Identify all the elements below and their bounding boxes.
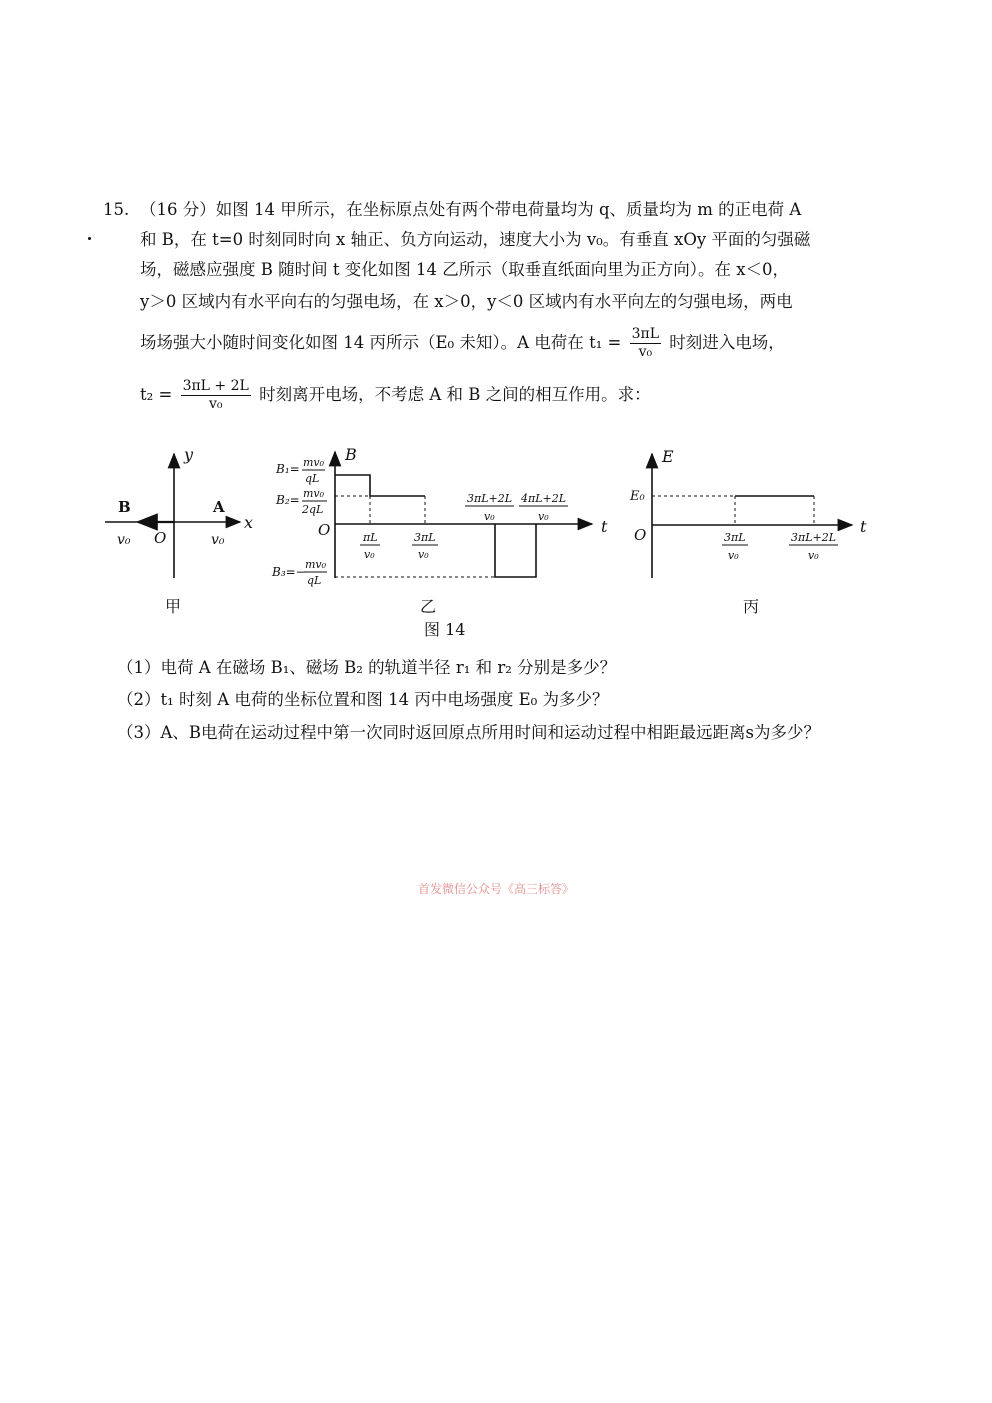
t2-denominator: v₀	[208, 396, 223, 412]
yi-b3-den: qL	[307, 574, 322, 587]
jia-velocity-right: v₀	[211, 532, 225, 548]
yi-tick3-num: 3πL+2L	[467, 492, 513, 505]
jia-origin: O	[154, 529, 167, 547]
t1-fraction	[630, 326, 661, 361]
yi-b2-num: mv₀	[303, 487, 325, 500]
yi-tick4-num: 4πL+2L	[521, 492, 567, 505]
yi-b3-num: mv₀	[305, 558, 327, 571]
yi-tick1-den: v₀	[364, 548, 375, 561]
t1-denominator: v₀	[638, 344, 653, 360]
jia-charge-a: A	[213, 498, 225, 516]
figure-bing	[629, 447, 867, 616]
bing-e0-label: E₀	[630, 489, 645, 504]
yi-tick1-num: πL	[363, 531, 378, 544]
question-3: （3）A、B电荷在运动过程中第一次同时返回原点所用时间和运动过程中相距最远距离s为多少？	[117, 723, 821, 742]
figure-yi	[271, 445, 608, 616]
t1-label: t₁ =	[589, 333, 622, 352]
problem-line-5-end: 时刻进入电场，	[669, 333, 785, 352]
jia-label: 甲	[165, 597, 182, 616]
jia-charge-b: B	[118, 498, 131, 516]
yi-b2-den: 2qL	[302, 503, 324, 516]
problem-line-6	[140, 378, 651, 413]
figure-14	[0, 440, 992, 650]
yi-b-waveform	[335, 475, 425, 496]
problem-line-6-text: 时刻离开电场，不考虑 A 和 B 之间的相互作用。求：	[259, 385, 651, 404]
problem-line-5-text: 场场强大小随时间变化如图 14 丙所示（E₀ 未知）。A 电荷在	[140, 333, 584, 352]
figure-jia	[105, 445, 253, 616]
bing-origin: O	[634, 526, 647, 544]
question-1: （1）电荷 A 在磁场 B₁、磁场 B₂ 的轨道半径 r₁ 和 r₂ 分别是多少？	[117, 658, 617, 677]
jia-y-label: y	[184, 445, 194, 464]
bing-tick2-num: 3πL+2L	[791, 531, 837, 544]
jia-x-label: x	[244, 513, 254, 532]
t1-numerator: 3πL	[631, 326, 660, 342]
yi-b2-name: B₂=	[276, 493, 300, 507]
t2-numerator: 3πL + 2L	[182, 378, 249, 394]
yi-b3-name: B₃=−	[272, 565, 306, 579]
yi-b3-segment	[495, 524, 536, 577]
yi-b1-name: B₁=	[276, 462, 300, 476]
yi-label: 乙	[420, 597, 437, 616]
figure-caption: 图 14	[424, 620, 466, 639]
jia-velocity-left: v₀	[117, 532, 131, 548]
yi-b1-den: qL	[305, 472, 320, 485]
bing-t-label: t	[860, 517, 867, 536]
t2-label: t₂ =	[140, 385, 173, 404]
margin-dot	[88, 237, 91, 240]
problem-line-2: 和 B，在 t=0 时刻同时向 x 轴正、负方向运动，速度大小为 v₀。有垂直 xOy 平面的匀强磁	[140, 230, 811, 249]
yi-t-label: t	[601, 517, 608, 536]
yi-tick2-den: v₀	[418, 548, 429, 561]
bing-label: 丙	[743, 597, 760, 616]
question-2: （2）t₁ 时刻 A 电荷的坐标位置和图 14 丙中电场强度 E₀ 为多少？	[117, 690, 609, 709]
yi-origin: O	[318, 521, 331, 539]
problem-line-4: y＞0 区域内有水平向右的匀强电场，在 x＞0，y＜0 区域内有水平向左的匀强电场，两电	[140, 292, 793, 311]
yi-tick3-den: v₀	[484, 510, 495, 523]
bing-tick2-den: v₀	[808, 549, 819, 562]
problem-number: 15.	[103, 200, 130, 219]
yi-tick2-num: 3πL	[414, 531, 436, 544]
bing-tick1-den: v₀	[728, 549, 739, 562]
yi-tick4-den: v₀	[538, 510, 549, 523]
yi-b1-num: mv₀	[303, 456, 325, 469]
bing-y-label: E	[662, 447, 674, 466]
t2-fraction	[181, 378, 251, 413]
watermark: 首发微信公众号《高三标答》	[417, 882, 574, 896]
problem-line-3: 场，磁感应强度 B 随时间 t 变化如图 14 乙所示（取垂直纸面向里为正方向）。在 x＜0，	[140, 260, 790, 279]
yi-y-label: B	[345, 445, 357, 464]
problem-line-1: （16 分）如图 14 甲所示，在坐标原点处有两个带电荷量均为 q、质量均为 m 的正电荷 A	[140, 200, 802, 219]
bing-tick1-num: 3πL	[724, 531, 746, 544]
problem-line-5	[140, 325, 880, 361]
